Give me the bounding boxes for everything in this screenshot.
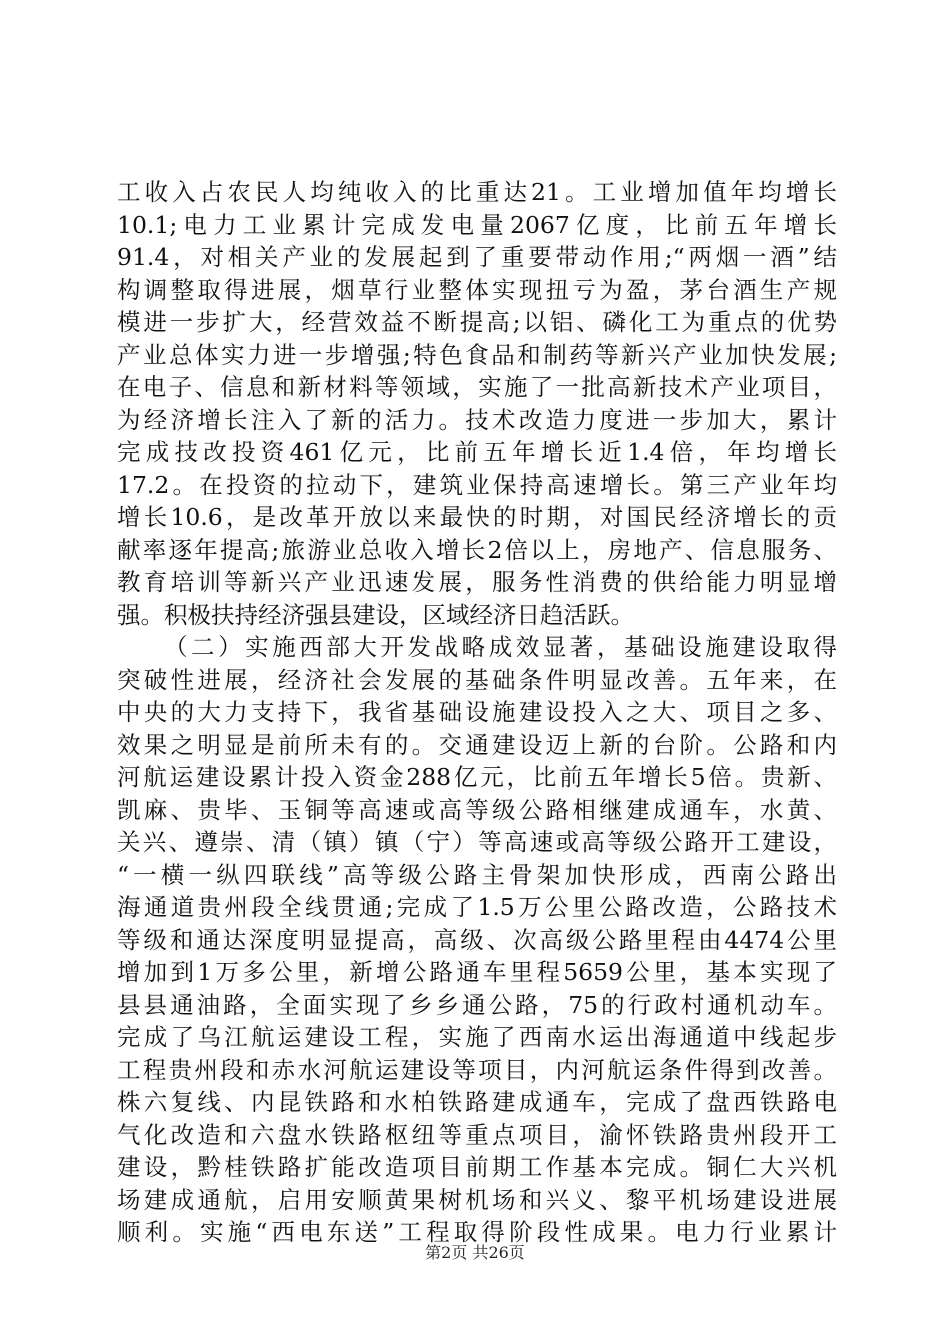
text-line: 为经济增长注入了新的活力。技术改造力度进一步加大，累计 bbox=[117, 405, 837, 434]
text-line: 突破性进展，经济社会发展的基础条件明显改善。五年来，在 bbox=[117, 665, 837, 694]
text-line: （二）实施西部大开发战略成效显著，基础设施建设取得 bbox=[164, 633, 837, 661]
text-line: 增加到1万多公里，新增公路通车里程5659公里，基本实现了 bbox=[117, 958, 837, 986]
page-footer bbox=[0, 1240, 950, 1263]
text-line: 等级和通达深度明显提高，高级、次高级公路里程由4474公里 bbox=[117, 925, 837, 954]
text-line: 教育培训等新兴产业迅速发展，服务性消费的供给能力明显增 bbox=[117, 568, 837, 596]
text-line: 构调整取得进展，烟草行业整体实现扭亏为盈，茅台酒生产规 bbox=[117, 275, 837, 304]
text-line: 17.2。在投资的拉动下，建筑业保持高速增长。第三产业年均 bbox=[117, 470, 837, 499]
text-line: 关兴、遵崇、清（镇）镇（宁）等高速或高等级公路开工建设， bbox=[117, 828, 837, 856]
text-line: 强。积极扶持经济强县建设，区域经济日趋活跃。 bbox=[117, 600, 634, 629]
text-line: 工程贵州段和赤水河航运建设等项目，内河航运条件得到改善。 bbox=[117, 1055, 837, 1084]
text-line: 产业总体实力进一步增强;特色食品和制药等新兴产业加快发展; bbox=[117, 340, 837, 369]
text-line: 顺利。实施“西电东送”工程取得阶段性成果。电力行业累计 bbox=[117, 1218, 837, 1246]
text-line: 株六复线、内昆铁路和水柏铁路建成通车，完成了盘西铁路电 bbox=[117, 1088, 837, 1116]
text-line: 建设，黔桂铁路扩能改造项目前期工作基本完成。铜仁大兴机 bbox=[117, 1153, 837, 1181]
text-line: 献率逐年提高;旅游业总收入增长2倍以上，房地产、信息服务、 bbox=[117, 535, 837, 564]
text-line: 气化改造和六盘水铁路枢纽等重点项目，渝怀铁路贵州段开工 bbox=[117, 1120, 837, 1149]
text-line: 10.1;电力工业累计完成发电量2067亿度，比前五年增长 bbox=[117, 210, 837, 239]
text-line: 县县通油路，全面实现了乡乡通公路，75的行政村通机动车。 bbox=[117, 990, 837, 1019]
text-line: 中央的大力支持下，我省基础设施建设投入之大、项目之多、 bbox=[117, 698, 837, 726]
text-line: 工收入占农民人均纯收入的比重达21。工业增加值年均增长 bbox=[117, 178, 837, 206]
page-number: 第2页 共26页 bbox=[425, 1243, 525, 1262]
text-line: 在电子、信息和新材料等领域，实施了一批高新技术产业项目， bbox=[117, 373, 837, 401]
text-line: 91.4，对相关产业的发展起到了重要带动作用;“两烟一酒”结 bbox=[117, 243, 837, 271]
text-line: 海通道贵州段全线贯通;完成了1.5万公里公路改造，公路技术 bbox=[117, 893, 837, 921]
text-line: 河航运建设累计投入资金288亿元，比前五年增长5倍。贵新、 bbox=[117, 763, 837, 791]
paragraph-1 bbox=[117, 176, 837, 631]
document-body bbox=[117, 176, 837, 1249]
text-line: 完成了乌江航运建设工程，实施了西南水运出海通道中线起步 bbox=[117, 1023, 837, 1051]
text-line: 场建成通航，启用安顺黄果树机场和兴义、黎平机场建设进展 bbox=[117, 1185, 837, 1214]
text-line: 增长10.6，是改革开放以来最快的时期，对国民经济增长的贡 bbox=[117, 503, 837, 531]
text-line: 效果之明显是前所未有的。交通建设迈上新的台阶。公路和内 bbox=[117, 730, 837, 759]
text-line: “一横一纵四联线”高等级公路主骨架加快形成，西南公路出 bbox=[117, 860, 837, 889]
text-line: 凯麻、贵毕、玉铜等高速或高等级公路相继建成通车，水黄、 bbox=[117, 795, 837, 824]
text-line: 模进一步扩大，经营效益不断提高;以铝、磷化工为重点的优势 bbox=[117, 308, 837, 336]
text-line: 完成技改投资461亿元，比前五年增长近1.4倍，年均增长 bbox=[117, 438, 837, 466]
paragraph-2 bbox=[117, 631, 837, 1249]
